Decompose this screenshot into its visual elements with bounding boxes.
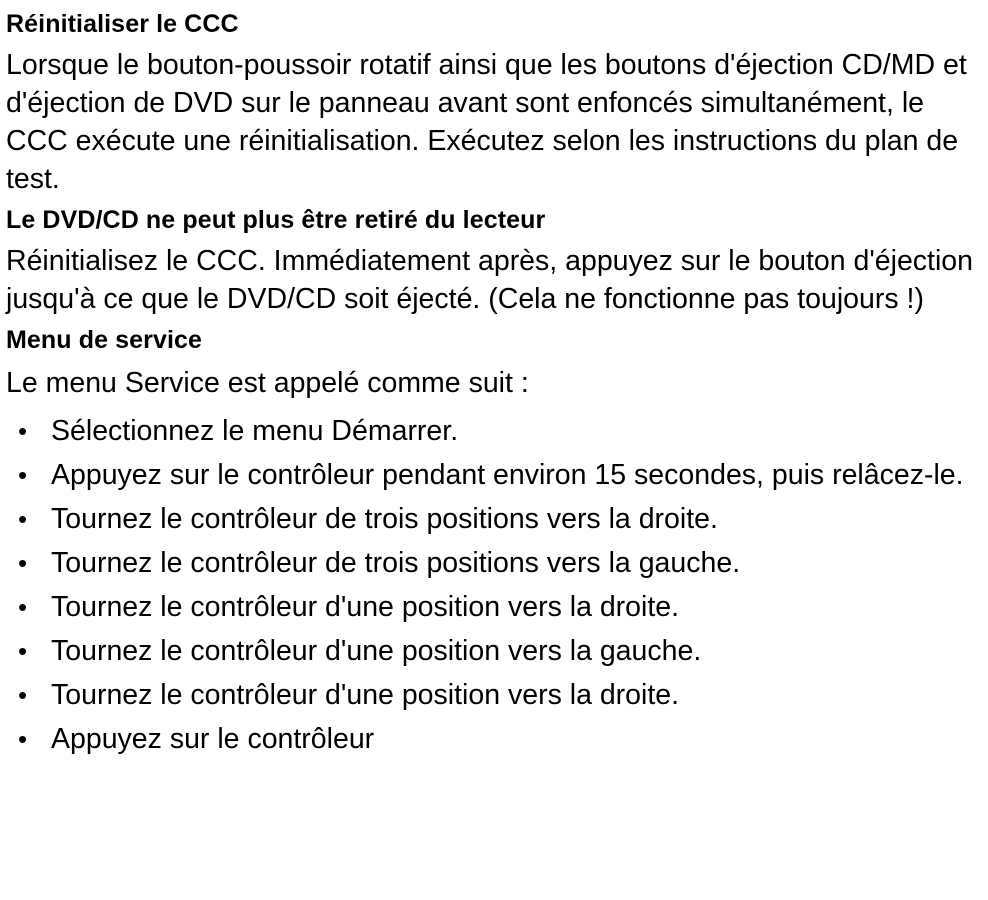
list-item [6,544,971,582]
dvd-stuck-text: Réinitialisez le CCC. Immédiatement après, appuyez sur le bouton d'éjection jusqu'à ce que le DVD/CD soit éjecté. (Cela ne fonctionne pas toujours !) [6,245,974,315]
step-text: Appuyez sur le contrôleur [51,723,375,755]
list-item [6,632,971,670]
service-steps-list [6,412,988,758]
list-item [6,456,971,494]
list-item [6,500,971,538]
bullet-icon: • [18,460,28,490]
step-text: Tournez le contrôleur d'une position vers la droite. [51,679,680,711]
list-item [6,412,971,450]
bullet-icon: • [18,724,28,754]
list-item [6,588,971,626]
heading-reset-ccc: Réinitialiser le CCC [6,10,239,38]
bullet-icon: • [18,548,28,578]
service-menu-intro: Le menu Service est appelé comme suit : [6,367,529,399]
bullet-icon: • [18,592,28,622]
step-text: Tournez le contrôleur d'une position vers la gauche. [51,635,702,667]
bullet-icon: • [18,416,28,446]
heading-dvd-stuck: Le DVD/CD ne peut plus être retiré du lecteur [6,206,546,234]
step-text: Tournez le contrôleur d'une position vers la droite. [51,591,680,623]
list-item [6,720,971,758]
list-item [6,676,971,714]
bullet-icon: • [18,680,28,710]
bullet-icon: • [18,636,28,666]
step-text: Tournez le contrôleur de trois positions vers la droite. [51,503,718,535]
step-text: Sélectionnez le menu Démarrer. [51,415,459,447]
bullet-icon: • [18,504,28,534]
reset-ccc-text: Lorsque le bouton-poussoir rotatif ainsi que les boutons d'éjection CD/MD et d'éjection de DVD sur le panneau avant sont enfoncés simultanément, le CCC exécute une réinitialisation. Exécutez selon les instructions du plan de test. [6,49,967,195]
step-text: Tournez le contrôleur de trois positions vers la gauche. [51,547,741,579]
heading-service-menu: Menu de service [6,326,203,354]
step-text: Appuyez sur le contrôleur pendant environ 15 secondes, puis relâcez-le. [51,459,964,491]
